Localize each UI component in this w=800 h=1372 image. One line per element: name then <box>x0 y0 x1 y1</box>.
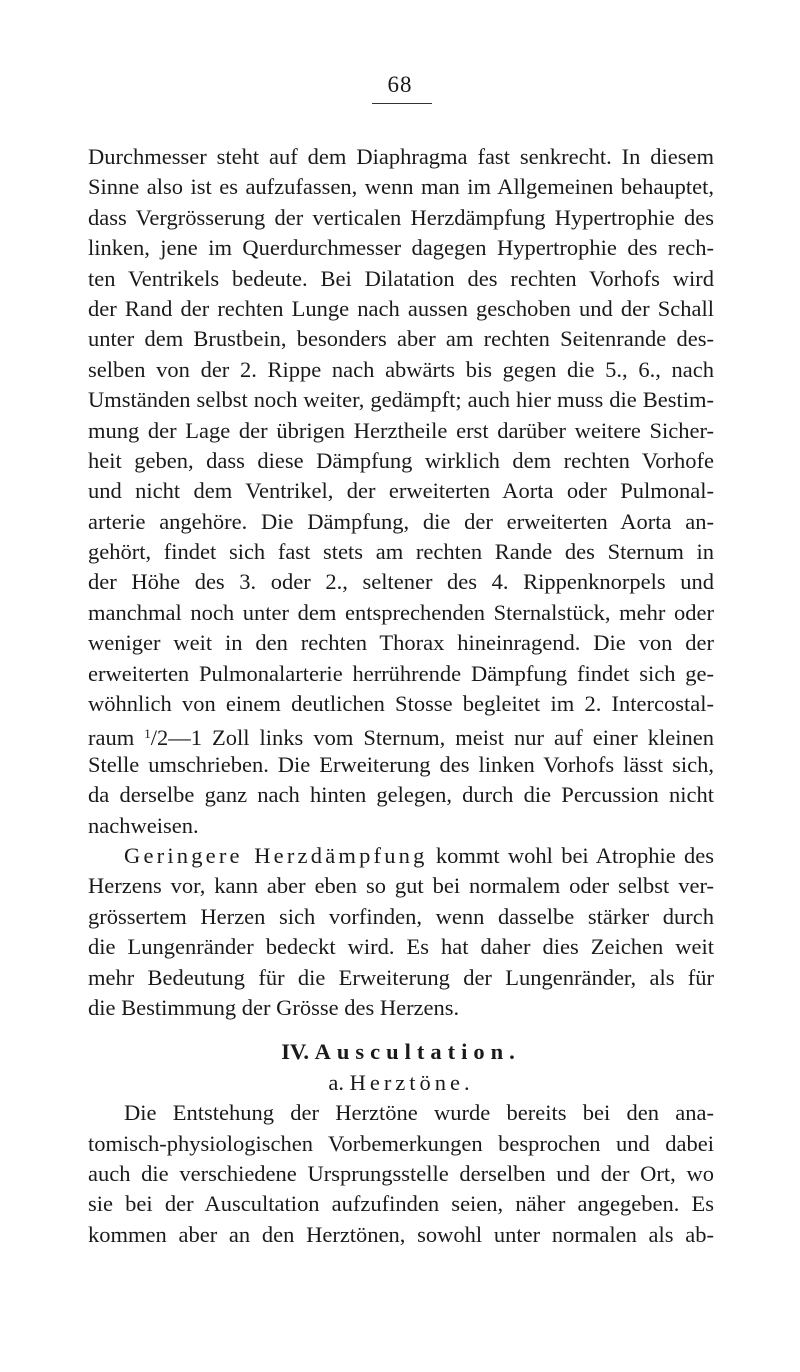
text-line: heit geben, dass diese Dämpfung wirklich dem rechten Vorhofe <box>88 447 714 473</box>
text-block <box>88 142 714 1250</box>
section-numeral: IV. <box>281 1039 309 1065</box>
text-line: gehört, findet sich fast stets am rechten Rande des Sternum in <box>88 539 714 565</box>
text-line: linken, jene im Querdurchmesser dagegen Hypertrophie des rech- <box>88 235 714 261</box>
text-line: tomisch-physiologischen Vorbemerkungen besprochen und dabei <box>88 1130 714 1156</box>
text-line: Umständen selbst noch weiter, gedämpft; auch hier muss die Bestim- <box>88 387 714 413</box>
text-line: Sinne also ist es aufzufassen, wenn man im Allgemeinen behauptet, <box>88 174 714 200</box>
text-line: Stelle umschrieben. Die Erweiterung des linken Vorhofs lässt sich, <box>88 751 714 777</box>
text-line: arterie angehöre. Die Dämpfung, die der erweiterten Aorta an- <box>88 508 714 534</box>
text-line: da derselbe ganz nach hinten gelegen, durch die Percussion nicht <box>88 782 714 808</box>
text-line: der Höhe des 3. oder 2., seltener des 4. Rippenknorpels und <box>88 569 714 595</box>
text-line: mung der Lage der übrigen Herztheile erst darüber weitere Sicher- <box>88 417 714 443</box>
text-line: mehr Bedeutung für die Erweiterung der Lungenränder, als für <box>88 964 714 990</box>
line-start: raum <box>88 725 145 751</box>
text-line-lead <box>88 841 714 871</box>
text-line: dass Vergrösserung der verticalen Herzdämpfung Hypertrophie des <box>88 204 714 230</box>
page-number: 68 <box>387 72 413 97</box>
text-line: Herzens vor, kann aber eben so gut bei normalem oder selbst ver- <box>88 873 714 899</box>
text-line: sie bei der Auscultation aufzufinden seien, näher angegeben. Es <box>88 1191 714 1217</box>
section-heading <box>88 1037 714 1067</box>
text-line: die Bestimmung der Grösse des Herzens. <box>88 994 460 1020</box>
line-rest: kommt wohl bei Atrophie des <box>427 842 714 868</box>
text-line: wöhnlich von einem deutlichen Stosse begleitet im 2. Intercostal- <box>88 691 714 717</box>
spaced-term: Geringere Herzdämpfung <box>124 842 428 868</box>
text-line: nachweisen. <box>88 812 199 838</box>
text-line: kommen aber an den Herztönen, sowohl unter normalen als ab- <box>88 1221 714 1247</box>
subsection-heading <box>88 1068 714 1098</box>
text-line: auch die verschiedene Ursprungsstelle derselben und der Ort, wo <box>88 1160 714 1186</box>
line-rest: /2—1 Zoll links vom Sternum, meist nur auf einer kleinen <box>150 725 715 751</box>
text-line: und nicht dem Ventrikel, der erweiterten Aorta oder Pulmonal- <box>88 478 714 504</box>
text-line: unter dem Brustbein, besonders aber am rechten Seitenrande des- <box>88 326 714 352</box>
subsection-label: a. <box>328 1069 344 1095</box>
fraction-numerator: 1 <box>144 726 151 742</box>
section-title: Auscultation. <box>314 1039 521 1065</box>
text-line: der Rand der rechten Lunge nach aussen geschoben und der Schall <box>88 295 714 321</box>
page-number-rule <box>372 103 432 104</box>
text-line: die Lungenränder bedeckt wird. Es hat daher dies Zeichen weit <box>88 934 714 960</box>
text-line: selben von der 2. Rippe nach abwärts bis gegen die 5., 6., nach <box>88 356 714 382</box>
text-line: grössertem Herzen sich vorfinden, wenn dasselbe stärker durch <box>88 903 714 929</box>
text-line: Durchmesser steht auf dem Diaphragma fast senkrecht. In diesem <box>88 144 714 169</box>
text-line: manchmal noch unter dem entsprechenden Sternalstück, mehr oder <box>88 599 714 625</box>
text-line: erweiterten Pulmonalarterie herrührende Dämpfung findet sich ge- <box>88 660 714 686</box>
text-line: Die Entstehung der Herztöne wurde bereits bei den ana- <box>124 1100 714 1126</box>
subsection-title: Herztöne. <box>349 1069 474 1095</box>
text-line-fraction <box>88 719 714 749</box>
text-line: weniger weit in den rechten Thorax hineinragend. Die von der <box>88 630 714 656</box>
text-line: ten Ventrikels bedeute. Bei Dilatation des rechten Vorhofs wird <box>88 265 714 291</box>
